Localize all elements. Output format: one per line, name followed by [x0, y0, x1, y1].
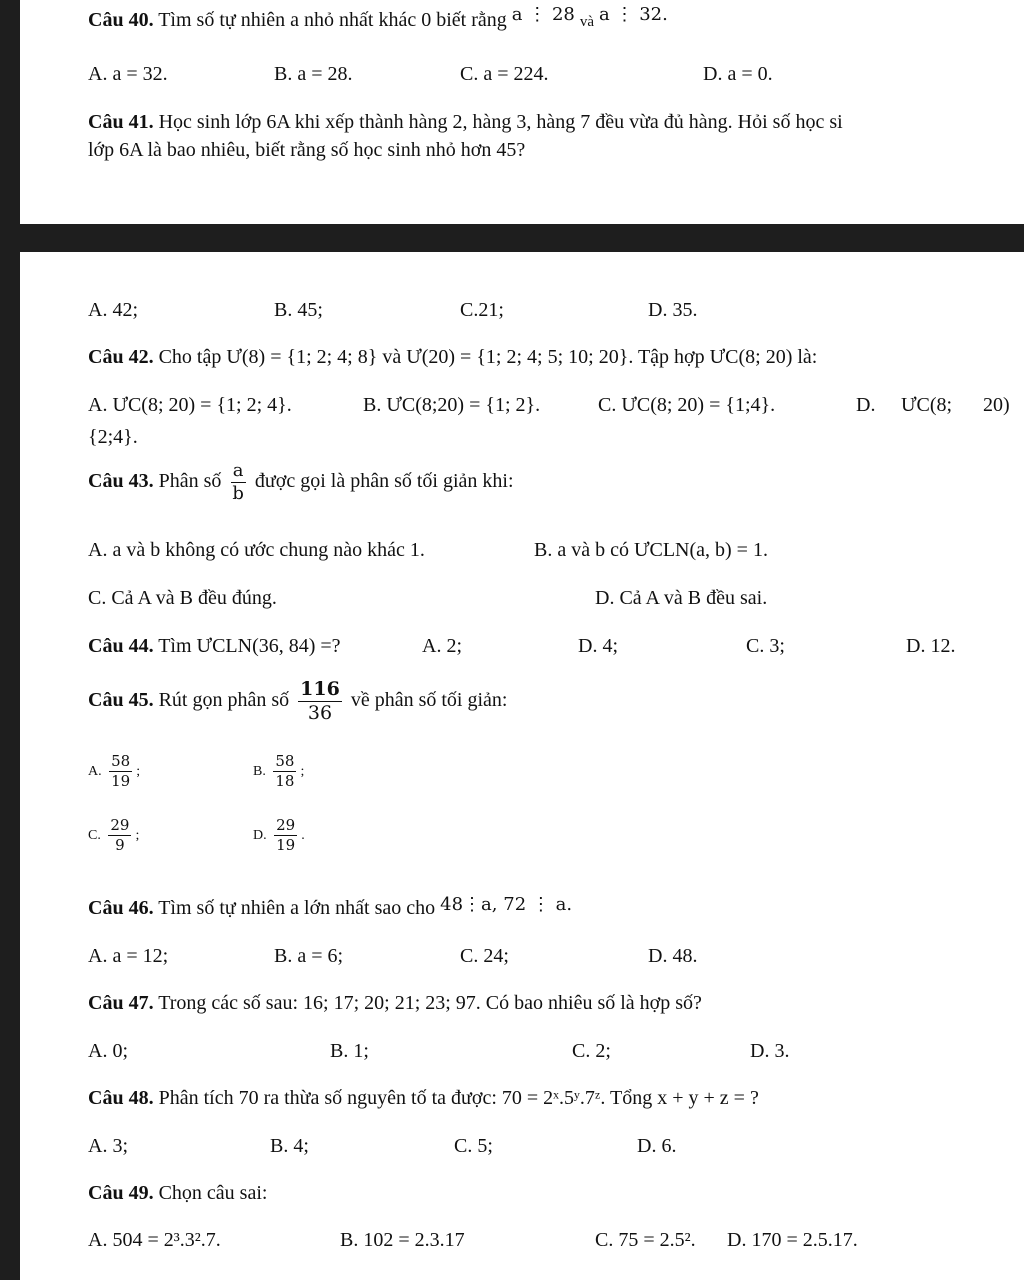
question-41 — [88, 110, 843, 134]
option-45-d-numerator: 29 — [276, 816, 296, 835]
option-45-d-denominator: 19 — [276, 836, 296, 855]
question-47-label: Câu 47. — [88, 992, 154, 1014]
question-45-numerator: 116 — [300, 678, 340, 700]
option-41-b: B. 45; — [274, 299, 323, 321]
question-40-cond2: a ⋮ 32. — [599, 4, 668, 25]
option-45-b-denominator: 18 — [275, 772, 295, 791]
option-45-b-letter: B. — [253, 764, 266, 779]
option-42-a: A. ƯC(8; 20) = {1; 2; 4}. — [88, 394, 292, 416]
option-47-a: A. 0; — [88, 1040, 128, 1062]
option-45-a — [88, 752, 140, 792]
option-42-b: B. ƯC(8;20) = {1; 2}. — [363, 394, 541, 416]
question-43-numerator: a — [232, 460, 244, 481]
option-45-a-end: ; — [136, 764, 141, 779]
option-44-a: A. 2; — [422, 635, 462, 657]
question-44-label: Câu 44. — [88, 635, 154, 657]
option-40-b: B. a = 28. — [274, 63, 353, 85]
option-45-b-numerator: 58 — [275, 752, 295, 771]
option-41-d: D. 35. — [648, 299, 698, 321]
question-48 — [88, 1086, 759, 1110]
option-44-c: C. 3; — [746, 635, 785, 657]
option-48-d: D. 6. — [637, 1135, 677, 1157]
question-43-post: được gọi là phân số tối giản khi: — [254, 470, 514, 493]
option-42-d: D. — [856, 394, 876, 416]
option-48-a: A. 3; — [88, 1135, 128, 1157]
option-45-c-end: ; — [135, 828, 140, 843]
question-45-fraction — [298, 680, 342, 723]
question-44-text: Tìm ƯCLN(36, 84) =? — [158, 635, 341, 657]
option-43-b: B. a và b có ƯCLN(a, b) = 1. — [534, 539, 768, 561]
option-45-a-letter: A. — [88, 764, 102, 779]
question-43-pre: Phân số — [158, 470, 222, 493]
option-45-a-denominator: 19 — [111, 772, 131, 791]
option-42-d-continued: {2;4}. — [88, 426, 138, 448]
option-46-c: C. 24; — [460, 945, 509, 967]
option-40-a: A. a = 32. — [88, 63, 168, 85]
question-46 — [88, 896, 572, 921]
option-45-c-letter: C. — [88, 828, 101, 843]
option-45-a-fraction — [109, 754, 132, 789]
option-42-d-tail: 20) — [983, 394, 1010, 416]
option-47-c: C. 2; — [572, 1040, 611, 1062]
question-45-pre: Rút gọn phân số — [158, 689, 290, 712]
option-46-b: B. a = 6; — [274, 945, 344, 967]
option-46-d: D. 48. — [648, 945, 698, 967]
option-45-b-fraction — [273, 754, 296, 789]
option-42-d-set: ƯC(8; — [901, 394, 953, 416]
option-49-a: A. 504 = 2³.3².7. — [88, 1229, 221, 1251]
option-45-b — [253, 752, 304, 792]
question-48-label: Câu 48. — [88, 1087, 154, 1109]
option-45-d-end: . — [301, 828, 305, 843]
question-48-text: Phân tích 70 ra thừa số nguyên tố ta được: — [158, 1087, 497, 1109]
question-46-condition: 48⋮a, 72 ⋮ a. — [440, 894, 573, 915]
option-47-b: B. 1; — [330, 1040, 369, 1062]
option-45-a-numerator: 58 — [111, 752, 131, 771]
option-45-c-denominator: 9 — [115, 836, 125, 855]
option-44-b: D. 4; — [578, 635, 618, 657]
option-49-d: D. 170 = 2.5.17. — [727, 1229, 858, 1251]
option-43-d: D. Cả A và B đều sai. — [595, 587, 768, 609]
option-41-c: C.21; — [460, 299, 504, 321]
question-40 — [88, 4, 668, 34]
question-40-label: Câu 40. — [88, 9, 154, 31]
option-41-a: A. 42; — [88, 299, 138, 321]
question-47-text: Trong các số sau: 16; 17; 20; 21; 23; 97. Có bao nhiêu số là hợp số? — [158, 992, 702, 1014]
question-48-expression: 70 = 2ˣ.5ʸ.7ᶻ. Tổng x + y + z = ? — [501, 1087, 759, 1109]
question-41-label: Câu 41. — [88, 111, 154, 133]
question-40-cond1: a ⋮ 28 — [511, 4, 575, 25]
option-43-a: A. a và b không có ước chung nào khác 1. — [88, 539, 425, 561]
option-43-c: C. Cả A và B đều đúng. — [88, 587, 277, 609]
option-42-c: C. ƯC(8; 20) = {1;4}. — [598, 394, 776, 416]
option-49-b: B. 102 = 2.3.17 — [340, 1229, 465, 1251]
option-45-b-end: ; — [300, 764, 305, 779]
left-dark-border — [0, 0, 20, 1280]
question-45-label: Câu 45. — [88, 689, 154, 712]
option-45-d — [253, 816, 305, 856]
dark-separator-band — [0, 224, 1024, 252]
question-46-text: Tìm số tự nhiên a lớn nhất sao cho — [158, 897, 436, 919]
question-45-post: về phân số tối giản: — [350, 689, 508, 712]
question-47 — [88, 991, 702, 1015]
question-49-text: Chọn câu sai: — [158, 1182, 268, 1204]
question-40-text: Tìm số tự nhiên a nhỏ nhất khác 0 biết rằng — [158, 9, 507, 31]
option-40-d: D. a = 0. — [703, 63, 773, 85]
question-45 — [88, 680, 507, 723]
question-44 — [88, 634, 341, 658]
question-42-label: Câu 42. — [88, 346, 154, 368]
question-43-fraction — [230, 462, 246, 503]
question-45-denominator: 36 — [307, 702, 333, 724]
option-40-c: C. a = 224. — [460, 63, 549, 85]
question-41-line1: Học sinh lớp 6A khi xếp thành hàng 2, hàng 3, hàng 7 đều vừa đủ hàng. Hỏi số học si — [158, 111, 843, 133]
question-41-line2: lớp 6A là bao nhiêu, biết rằng số học sinh nhỏ hơn 45? — [88, 139, 526, 161]
question-43-denominator: b — [232, 483, 244, 504]
option-45-d-letter: D. — [253, 828, 267, 843]
option-48-b: B. 4; — [270, 1135, 309, 1157]
question-40-conj: và — [579, 14, 595, 30]
option-48-c: C. 5; — [454, 1135, 493, 1157]
question-42 — [88, 345, 817, 369]
option-49-c: C. 75 = 2.5². — [595, 1229, 696, 1251]
question-43 — [88, 462, 514, 503]
option-46-a: A. a = 12; — [88, 945, 169, 967]
question-43-label: Câu 43. — [88, 470, 154, 493]
option-45-c — [88, 816, 139, 856]
option-47-d: D. 3. — [750, 1040, 790, 1062]
option-45-c-numerator: 29 — [110, 816, 130, 835]
question-42-text: Cho tập Ư(8) = {1; 2; 4; 8} và Ư(20) = {1; 2; 4; 5; 10; 20}. Tập hợp ƯC(8; 20) là: — [158, 346, 818, 368]
question-46-label: Câu 46. — [88, 897, 154, 919]
question-49-label: Câu 49. — [88, 1182, 154, 1204]
option-44-d: D. 12. — [906, 635, 956, 657]
question-49 — [88, 1181, 267, 1205]
option-45-d-fraction — [274, 818, 297, 853]
option-45-c-fraction — [108, 818, 131, 853]
